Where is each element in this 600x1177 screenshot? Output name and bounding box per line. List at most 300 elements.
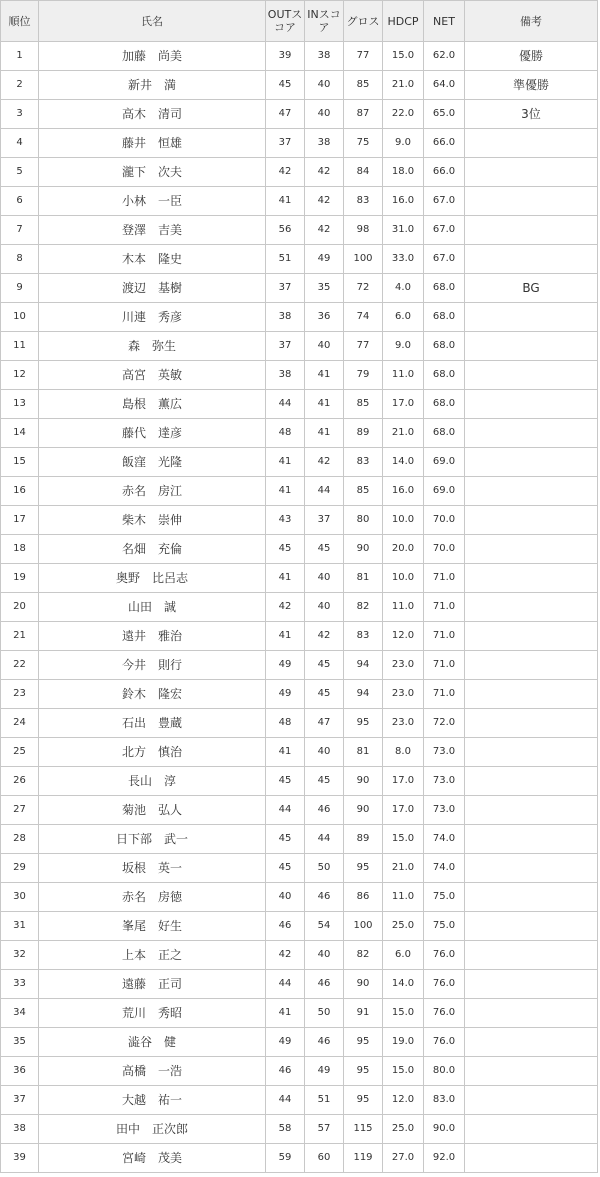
cell-remarks xyxy=(465,999,598,1028)
cell-in-score: 40 xyxy=(305,564,344,593)
cell-name: 高木 清司 xyxy=(39,100,266,129)
cell-hdcp: 20.0 xyxy=(383,535,424,564)
cell-in-score: 46 xyxy=(305,970,344,999)
cell-name: 名畑 充倫 xyxy=(39,535,266,564)
cell-name: 柴木 崇伸 xyxy=(39,506,266,535)
table-row xyxy=(1,390,598,419)
cell-name: 藤代 達彦 xyxy=(39,419,266,448)
cell-remarks xyxy=(465,709,598,738)
cell-gross: 81 xyxy=(344,738,383,767)
cell-in-score: 42 xyxy=(305,622,344,651)
cell-remarks xyxy=(465,506,598,535)
cell-gross: 87 xyxy=(344,100,383,129)
table-row xyxy=(1,825,598,854)
cell-hdcp: 8.0 xyxy=(383,738,424,767)
cell-rank: 20 xyxy=(1,593,39,622)
cell-net: 76.0 xyxy=(424,941,465,970)
table-row xyxy=(1,593,598,622)
cell-out-score: 38 xyxy=(266,361,305,390)
cell-net: 68.0 xyxy=(424,303,465,332)
cell-gross: 95 xyxy=(344,1028,383,1057)
table-row xyxy=(1,1086,598,1115)
cell-name: 澁谷 健 xyxy=(39,1028,266,1057)
cell-out-score: 40 xyxy=(266,883,305,912)
cell-in-score: 42 xyxy=(305,448,344,477)
cell-hdcp: 6.0 xyxy=(383,941,424,970)
cell-out-score: 49 xyxy=(266,1028,305,1057)
cell-net: 67.0 xyxy=(424,216,465,245)
cell-name: 大越 祐一 xyxy=(39,1086,266,1115)
cell-in-score: 45 xyxy=(305,680,344,709)
table-row xyxy=(1,245,598,274)
cell-out-score: 42 xyxy=(266,941,305,970)
cell-net: 70.0 xyxy=(424,506,465,535)
cell-hdcp: 15.0 xyxy=(383,42,424,71)
cell-rank: 36 xyxy=(1,1057,39,1086)
cell-rank: 19 xyxy=(1,564,39,593)
table-row xyxy=(1,1144,598,1173)
cell-gross: 81 xyxy=(344,564,383,593)
cell-in-score: 36 xyxy=(305,303,344,332)
cell-gross: 91 xyxy=(344,999,383,1028)
cell-in-score: 41 xyxy=(305,390,344,419)
cell-hdcp: 14.0 xyxy=(383,970,424,999)
cell-rank: 34 xyxy=(1,999,39,1028)
cell-net: 76.0 xyxy=(424,1028,465,1057)
cell-net: 71.0 xyxy=(424,593,465,622)
cell-rank: 22 xyxy=(1,651,39,680)
cell-in-score: 38 xyxy=(305,129,344,158)
cell-net: 75.0 xyxy=(424,912,465,941)
cell-net: 66.0 xyxy=(424,158,465,187)
cell-in-score: 45 xyxy=(305,651,344,680)
cell-name: 上本 正之 xyxy=(39,941,266,970)
cell-out-score: 45 xyxy=(266,71,305,100)
cell-gross: 95 xyxy=(344,1086,383,1115)
cell-net: 80.0 xyxy=(424,1057,465,1086)
cell-rank: 1 xyxy=(1,42,39,71)
table-row xyxy=(1,796,598,825)
cell-in-score: 45 xyxy=(305,535,344,564)
table-row xyxy=(1,941,598,970)
cell-name: 鈴木 隆宏 xyxy=(39,680,266,709)
cell-out-score: 46 xyxy=(266,1057,305,1086)
cell-name: 長山 淳 xyxy=(39,767,266,796)
cell-gross: 95 xyxy=(344,709,383,738)
cell-net: 83.0 xyxy=(424,1086,465,1115)
cell-out-score: 41 xyxy=(266,999,305,1028)
table-row xyxy=(1,999,598,1028)
cell-net: 67.0 xyxy=(424,245,465,274)
cell-gross: 89 xyxy=(344,825,383,854)
table-row xyxy=(1,738,598,767)
cell-in-score: 46 xyxy=(305,1028,344,1057)
cell-out-score: 43 xyxy=(266,506,305,535)
cell-name: 渡辺 基樹 xyxy=(39,274,266,303)
cell-rank: 4 xyxy=(1,129,39,158)
cell-remarks xyxy=(465,651,598,680)
cell-net: 65.0 xyxy=(424,100,465,129)
cell-out-score: 56 xyxy=(266,216,305,245)
table-row xyxy=(1,883,598,912)
cell-hdcp: 15.0 xyxy=(383,1057,424,1086)
cell-name: 藤井 恒雄 xyxy=(39,129,266,158)
cell-out-score: 44 xyxy=(266,796,305,825)
cell-name: 小林 一臣 xyxy=(39,187,266,216)
cell-out-score: 49 xyxy=(266,680,305,709)
cell-remarks xyxy=(465,738,598,767)
cell-name: 登澤 吉美 xyxy=(39,216,266,245)
cell-out-score: 39 xyxy=(266,42,305,71)
cell-name: 峯尾 好生 xyxy=(39,912,266,941)
cell-remarks xyxy=(465,477,598,506)
cell-gross: 90 xyxy=(344,796,383,825)
cell-remarks xyxy=(465,622,598,651)
cell-remarks xyxy=(465,216,598,245)
cell-hdcp: 10.0 xyxy=(383,506,424,535)
cell-net: 71.0 xyxy=(424,622,465,651)
cell-out-score: 48 xyxy=(266,419,305,448)
cell-hdcp: 25.0 xyxy=(383,1115,424,1144)
table-row xyxy=(1,332,598,361)
cell-in-score: 44 xyxy=(305,825,344,854)
cell-net: 72.0 xyxy=(424,709,465,738)
cell-rank: 29 xyxy=(1,854,39,883)
table-row xyxy=(1,535,598,564)
cell-in-score: 50 xyxy=(305,854,344,883)
cell-out-score: 44 xyxy=(266,970,305,999)
cell-gross: 85 xyxy=(344,71,383,100)
cell-remarks xyxy=(465,1057,598,1086)
table-row xyxy=(1,1028,598,1057)
cell-hdcp: 19.0 xyxy=(383,1028,424,1057)
cell-net: 90.0 xyxy=(424,1115,465,1144)
cell-rank: 24 xyxy=(1,709,39,738)
cell-rank: 16 xyxy=(1,477,39,506)
cell-net: 68.0 xyxy=(424,361,465,390)
cell-gross: 98 xyxy=(344,216,383,245)
cell-gross: 100 xyxy=(344,912,383,941)
cell-hdcp: 21.0 xyxy=(383,419,424,448)
cell-gross: 83 xyxy=(344,187,383,216)
cell-gross: 94 xyxy=(344,651,383,680)
header-gross: グロス xyxy=(344,1,383,42)
cell-rank: 13 xyxy=(1,390,39,419)
cell-out-score: 45 xyxy=(266,854,305,883)
cell-gross: 79 xyxy=(344,361,383,390)
cell-out-score: 38 xyxy=(266,303,305,332)
cell-name: 石出 豊蔵 xyxy=(39,709,266,738)
header-row xyxy=(1,1,598,42)
cell-in-score: 46 xyxy=(305,883,344,912)
table-row xyxy=(1,71,598,100)
cell-rank: 25 xyxy=(1,738,39,767)
cell-net: 73.0 xyxy=(424,767,465,796)
cell-in-score: 35 xyxy=(305,274,344,303)
cell-remarks xyxy=(465,158,598,187)
cell-net: 67.0 xyxy=(424,187,465,216)
cell-in-score: 37 xyxy=(305,506,344,535)
cell-name: 坂根 英一 xyxy=(39,854,266,883)
cell-remarks xyxy=(465,535,598,564)
cell-name: 高橋 一浩 xyxy=(39,1057,266,1086)
cell-name: 遠藤 正司 xyxy=(39,970,266,999)
cell-remarks xyxy=(465,1144,598,1173)
cell-rank: 7 xyxy=(1,216,39,245)
cell-remarks xyxy=(465,767,598,796)
cell-hdcp: 11.0 xyxy=(383,593,424,622)
cell-out-score: 59 xyxy=(266,1144,305,1173)
cell-rank: 33 xyxy=(1,970,39,999)
cell-name: 瀧下 次夫 xyxy=(39,158,266,187)
cell-net: 64.0 xyxy=(424,71,465,100)
cell-out-score: 45 xyxy=(266,767,305,796)
table-row xyxy=(1,767,598,796)
table-row xyxy=(1,564,598,593)
table-row xyxy=(1,129,598,158)
cell-gross: 90 xyxy=(344,970,383,999)
table-row xyxy=(1,303,598,332)
cell-in-score: 50 xyxy=(305,999,344,1028)
cell-hdcp: 23.0 xyxy=(383,709,424,738)
cell-remarks: 準優勝 xyxy=(465,71,598,100)
cell-hdcp: 6.0 xyxy=(383,303,424,332)
cell-rank: 12 xyxy=(1,361,39,390)
cell-in-score: 40 xyxy=(305,71,344,100)
cell-remarks xyxy=(465,448,598,477)
cell-name: 川連 秀彦 xyxy=(39,303,266,332)
cell-remarks xyxy=(465,332,598,361)
cell-remarks xyxy=(465,854,598,883)
cell-hdcp: 11.0 xyxy=(383,361,424,390)
table-row xyxy=(1,100,598,129)
cell-net: 62.0 xyxy=(424,42,465,71)
cell-out-score: 41 xyxy=(266,622,305,651)
cell-remarks: 優勝 xyxy=(465,42,598,71)
cell-net: 92.0 xyxy=(424,1144,465,1173)
header-in-score: INスコア xyxy=(305,1,344,42)
cell-out-score: 45 xyxy=(266,825,305,854)
cell-gross: 100 xyxy=(344,245,383,274)
cell-in-score: 46 xyxy=(305,796,344,825)
cell-gross: 90 xyxy=(344,767,383,796)
cell-in-score: 40 xyxy=(305,941,344,970)
cell-net: 69.0 xyxy=(424,477,465,506)
cell-hdcp: 22.0 xyxy=(383,100,424,129)
cell-gross: 72 xyxy=(344,274,383,303)
cell-gross: 82 xyxy=(344,941,383,970)
cell-gross: 74 xyxy=(344,303,383,332)
cell-gross: 77 xyxy=(344,332,383,361)
cell-name: 奥野 比呂志 xyxy=(39,564,266,593)
cell-in-score: 40 xyxy=(305,738,344,767)
cell-gross: 83 xyxy=(344,448,383,477)
cell-gross: 77 xyxy=(344,42,383,71)
table-body xyxy=(1,42,598,1173)
cell-net: 68.0 xyxy=(424,274,465,303)
cell-hdcp: 21.0 xyxy=(383,71,424,100)
cell-gross: 89 xyxy=(344,419,383,448)
cell-remarks xyxy=(465,564,598,593)
cell-gross: 90 xyxy=(344,535,383,564)
cell-in-score: 41 xyxy=(305,361,344,390)
cell-gross: 80 xyxy=(344,506,383,535)
table-row xyxy=(1,361,598,390)
cell-hdcp: 12.0 xyxy=(383,1086,424,1115)
cell-remarks xyxy=(465,361,598,390)
cell-in-score: 51 xyxy=(305,1086,344,1115)
cell-name: 田中 正次郎 xyxy=(39,1115,266,1144)
table-row xyxy=(1,651,598,680)
cell-net: 71.0 xyxy=(424,680,465,709)
cell-in-score: 42 xyxy=(305,187,344,216)
cell-remarks xyxy=(465,912,598,941)
cell-name: 遠井 雅治 xyxy=(39,622,266,651)
cell-net: 73.0 xyxy=(424,796,465,825)
cell-out-score: 45 xyxy=(266,535,305,564)
table-row xyxy=(1,1115,598,1144)
cell-hdcp: 17.0 xyxy=(383,390,424,419)
cell-net: 76.0 xyxy=(424,999,465,1028)
table-row xyxy=(1,912,598,941)
cell-remarks xyxy=(465,1115,598,1144)
cell-hdcp: 21.0 xyxy=(383,854,424,883)
cell-in-score: 47 xyxy=(305,709,344,738)
cell-gross: 82 xyxy=(344,593,383,622)
cell-out-score: 58 xyxy=(266,1115,305,1144)
cell-hdcp: 9.0 xyxy=(383,332,424,361)
cell-remarks xyxy=(465,1028,598,1057)
table-row xyxy=(1,970,598,999)
cell-remarks xyxy=(465,680,598,709)
cell-out-score: 41 xyxy=(266,187,305,216)
cell-net: 71.0 xyxy=(424,651,465,680)
cell-out-score: 41 xyxy=(266,564,305,593)
cell-gross: 115 xyxy=(344,1115,383,1144)
cell-rank: 35 xyxy=(1,1028,39,1057)
cell-rank: 6 xyxy=(1,187,39,216)
cell-gross: 86 xyxy=(344,883,383,912)
cell-hdcp: 4.0 xyxy=(383,274,424,303)
cell-name: 森 弥生 xyxy=(39,332,266,361)
cell-in-score: 40 xyxy=(305,332,344,361)
cell-net: 73.0 xyxy=(424,738,465,767)
cell-in-score: 54 xyxy=(305,912,344,941)
cell-rank: 3 xyxy=(1,100,39,129)
cell-in-score: 45 xyxy=(305,767,344,796)
cell-hdcp: 17.0 xyxy=(383,767,424,796)
cell-gross: 85 xyxy=(344,390,383,419)
header-rank: 順位 xyxy=(1,1,39,42)
cell-rank: 30 xyxy=(1,883,39,912)
cell-out-score: 47 xyxy=(266,100,305,129)
cell-out-score: 37 xyxy=(266,332,305,361)
cell-net: 74.0 xyxy=(424,825,465,854)
cell-remarks xyxy=(465,593,598,622)
table-row xyxy=(1,274,598,303)
cell-remarks xyxy=(465,390,598,419)
cell-hdcp: 10.0 xyxy=(383,564,424,593)
cell-remarks xyxy=(465,187,598,216)
cell-in-score: 38 xyxy=(305,42,344,71)
cell-hdcp: 31.0 xyxy=(383,216,424,245)
cell-rank: 11 xyxy=(1,332,39,361)
cell-hdcp: 25.0 xyxy=(383,912,424,941)
table-row xyxy=(1,216,598,245)
cell-hdcp: 15.0 xyxy=(383,825,424,854)
cell-out-score: 44 xyxy=(266,390,305,419)
cell-gross: 94 xyxy=(344,680,383,709)
table-row xyxy=(1,419,598,448)
cell-hdcp: 14.0 xyxy=(383,448,424,477)
cell-name: 北方 慎治 xyxy=(39,738,266,767)
cell-hdcp: 9.0 xyxy=(383,129,424,158)
cell-name: 今井 則行 xyxy=(39,651,266,680)
cell-out-score: 44 xyxy=(266,1086,305,1115)
cell-gross: 95 xyxy=(344,1057,383,1086)
cell-net: 68.0 xyxy=(424,332,465,361)
cell-in-score: 44 xyxy=(305,477,344,506)
table-row xyxy=(1,622,598,651)
cell-remarks xyxy=(465,796,598,825)
header-net: NET xyxy=(424,1,465,42)
cell-remarks xyxy=(465,419,598,448)
cell-net: 75.0 xyxy=(424,883,465,912)
header-out-score: OUTスコア xyxy=(266,1,305,42)
header-name: 氏名 xyxy=(39,1,266,42)
cell-hdcp: 15.0 xyxy=(383,999,424,1028)
cell-in-score: 40 xyxy=(305,593,344,622)
table-row xyxy=(1,42,598,71)
cell-name: 新井 満 xyxy=(39,71,266,100)
cell-in-score: 40 xyxy=(305,100,344,129)
cell-rank: 9 xyxy=(1,274,39,303)
cell-hdcp: 16.0 xyxy=(383,477,424,506)
cell-out-score: 49 xyxy=(266,651,305,680)
cell-out-score: 42 xyxy=(266,593,305,622)
cell-net: 69.0 xyxy=(424,448,465,477)
cell-rank: 17 xyxy=(1,506,39,535)
cell-name: 飯窪 光隆 xyxy=(39,448,266,477)
cell-in-score: 57 xyxy=(305,1115,344,1144)
cell-in-score: 49 xyxy=(305,245,344,274)
cell-name: 日下部 武一 xyxy=(39,825,266,854)
cell-out-score: 37 xyxy=(266,129,305,158)
cell-net: 74.0 xyxy=(424,854,465,883)
table-header xyxy=(1,1,598,42)
table-row xyxy=(1,448,598,477)
cell-hdcp: 16.0 xyxy=(383,187,424,216)
cell-remarks: 3位 xyxy=(465,100,598,129)
cell-rank: 10 xyxy=(1,303,39,332)
header-hdcp: HDCP xyxy=(383,1,424,42)
cell-hdcp: 12.0 xyxy=(383,622,424,651)
table-row xyxy=(1,158,598,187)
cell-gross: 84 xyxy=(344,158,383,187)
table-row xyxy=(1,709,598,738)
cell-gross: 85 xyxy=(344,477,383,506)
cell-hdcp: 11.0 xyxy=(383,883,424,912)
cell-rank: 18 xyxy=(1,535,39,564)
cell-rank: 28 xyxy=(1,825,39,854)
cell-in-score: 49 xyxy=(305,1057,344,1086)
cell-net: 68.0 xyxy=(424,390,465,419)
cell-name: 赤名 房徳 xyxy=(39,883,266,912)
cell-name: 高宮 英敏 xyxy=(39,361,266,390)
cell-gross: 119 xyxy=(344,1144,383,1173)
cell-hdcp: 23.0 xyxy=(383,651,424,680)
cell-hdcp: 17.0 xyxy=(383,796,424,825)
